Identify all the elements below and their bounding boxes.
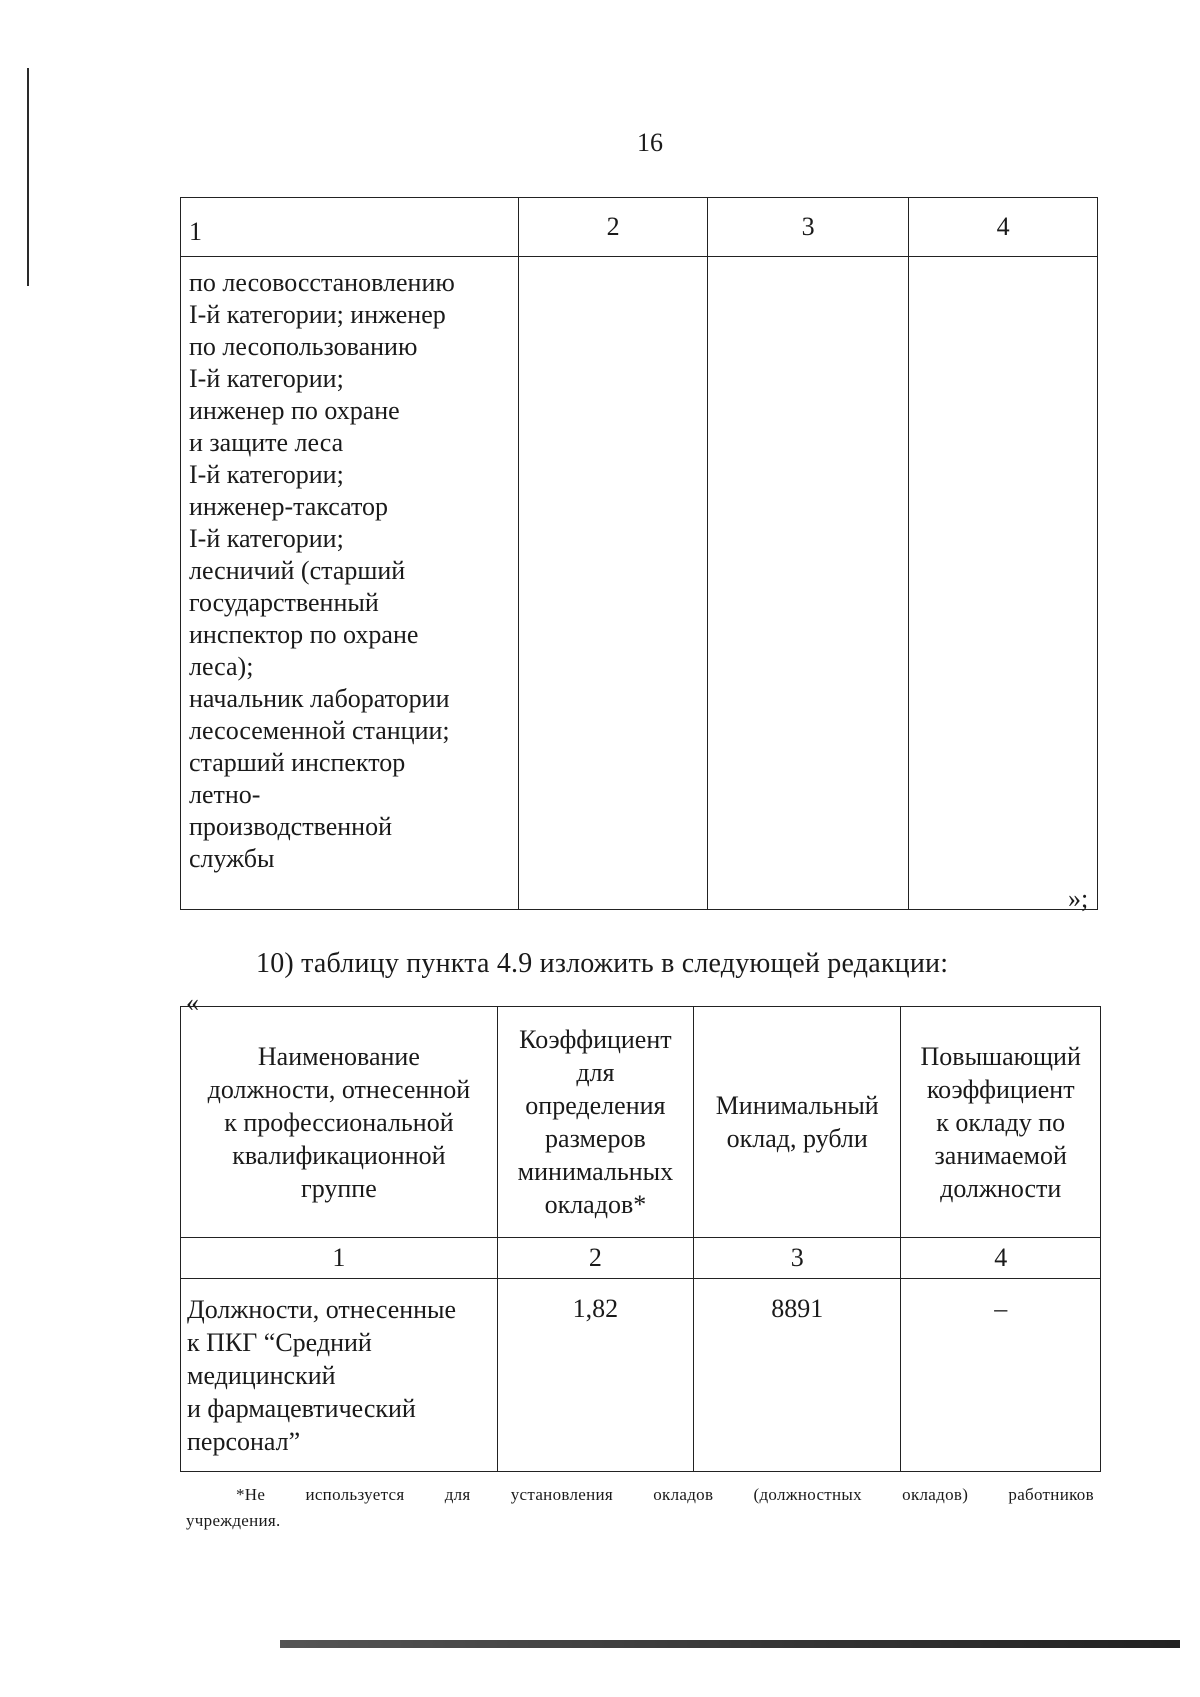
footnote-word: окладов) bbox=[902, 1485, 969, 1504]
coefficient-cell: 1,82 bbox=[497, 1279, 693, 1472]
left-margin-rule bbox=[27, 68, 29, 286]
column-number-4: 4 bbox=[909, 198, 1098, 257]
footnote-word: работников bbox=[1008, 1485, 1094, 1504]
header-min-salary: Минимальный оклад, рубли bbox=[694, 1007, 901, 1238]
footnote-word: установления bbox=[510, 1485, 614, 1504]
header-raising-coefficient: Повышающий коэффициент к окладу по занимаемой должности bbox=[901, 1007, 1101, 1238]
min-salary-cell bbox=[707, 257, 908, 910]
table-row bbox=[181, 257, 1098, 910]
table-header-row bbox=[181, 1007, 1101, 1238]
column-numbers-row bbox=[181, 1238, 1101, 1279]
position-name-cell: Должности, отнесенные к ПКГ “Средний медицинский и фармацевтический персонал” bbox=[181, 1279, 498, 1472]
column-number-2: 2 bbox=[497, 1238, 693, 1279]
bottom-scan-rule bbox=[280, 1640, 1180, 1648]
page-number: 16 bbox=[637, 128, 663, 157]
header-coefficient: Коэффициент для определения размеров минимальных окладов* bbox=[497, 1007, 693, 1238]
footnote-line-2: учреждения. bbox=[186, 1511, 281, 1530]
column-number-1: 1 bbox=[181, 198, 519, 257]
column-number-3: 3 bbox=[694, 1238, 901, 1279]
raising-coefficient-cell bbox=[909, 257, 1098, 910]
column-number-3: 3 bbox=[707, 198, 908, 257]
amendment-intro-text: 10) таблицу пункта 4.9 изложить в следующей редакции: bbox=[256, 948, 949, 979]
table-row bbox=[181, 1279, 1101, 1472]
footnote bbox=[186, 1482, 1094, 1534]
footnote-word: окладов bbox=[653, 1485, 714, 1504]
footnote-word: для bbox=[444, 1485, 471, 1504]
opening-quote: « bbox=[186, 988, 199, 1017]
position-name-cell: по лесовосстановлению I-й категории; инженер по лесопользованию I-й категории; инженер по охране и защите леса I-й категории; инженер-таксатор I-й категории; лесничий (старший государственный инспектор по охране леса); начальник лаборатории лесосеменной станции; старший инспектор летно- производственной службы bbox=[181, 257, 519, 910]
coefficient-cell bbox=[519, 257, 708, 910]
footnote-line-1 bbox=[186, 1482, 1094, 1508]
closing-quote: »; bbox=[1068, 884, 1089, 913]
table-header-row bbox=[181, 198, 1098, 257]
positions-table-continued bbox=[180, 197, 1098, 910]
column-number-1: 1 bbox=[181, 1238, 498, 1279]
footnote-word: *Не bbox=[236, 1485, 266, 1504]
footnote-word: (должностных bbox=[753, 1485, 862, 1504]
min-salary-cell: 8891 bbox=[694, 1279, 901, 1472]
header-position-name: Наименование должности, отнесенной к профессиональной квалификационной группе bbox=[181, 1007, 498, 1238]
footnote-word: используется bbox=[305, 1485, 405, 1504]
positions-table-4-9 bbox=[180, 1006, 1101, 1472]
column-number-2: 2 bbox=[519, 198, 708, 257]
raising-coefficient-cell: – bbox=[901, 1279, 1101, 1472]
column-number-4: 4 bbox=[901, 1238, 1101, 1279]
